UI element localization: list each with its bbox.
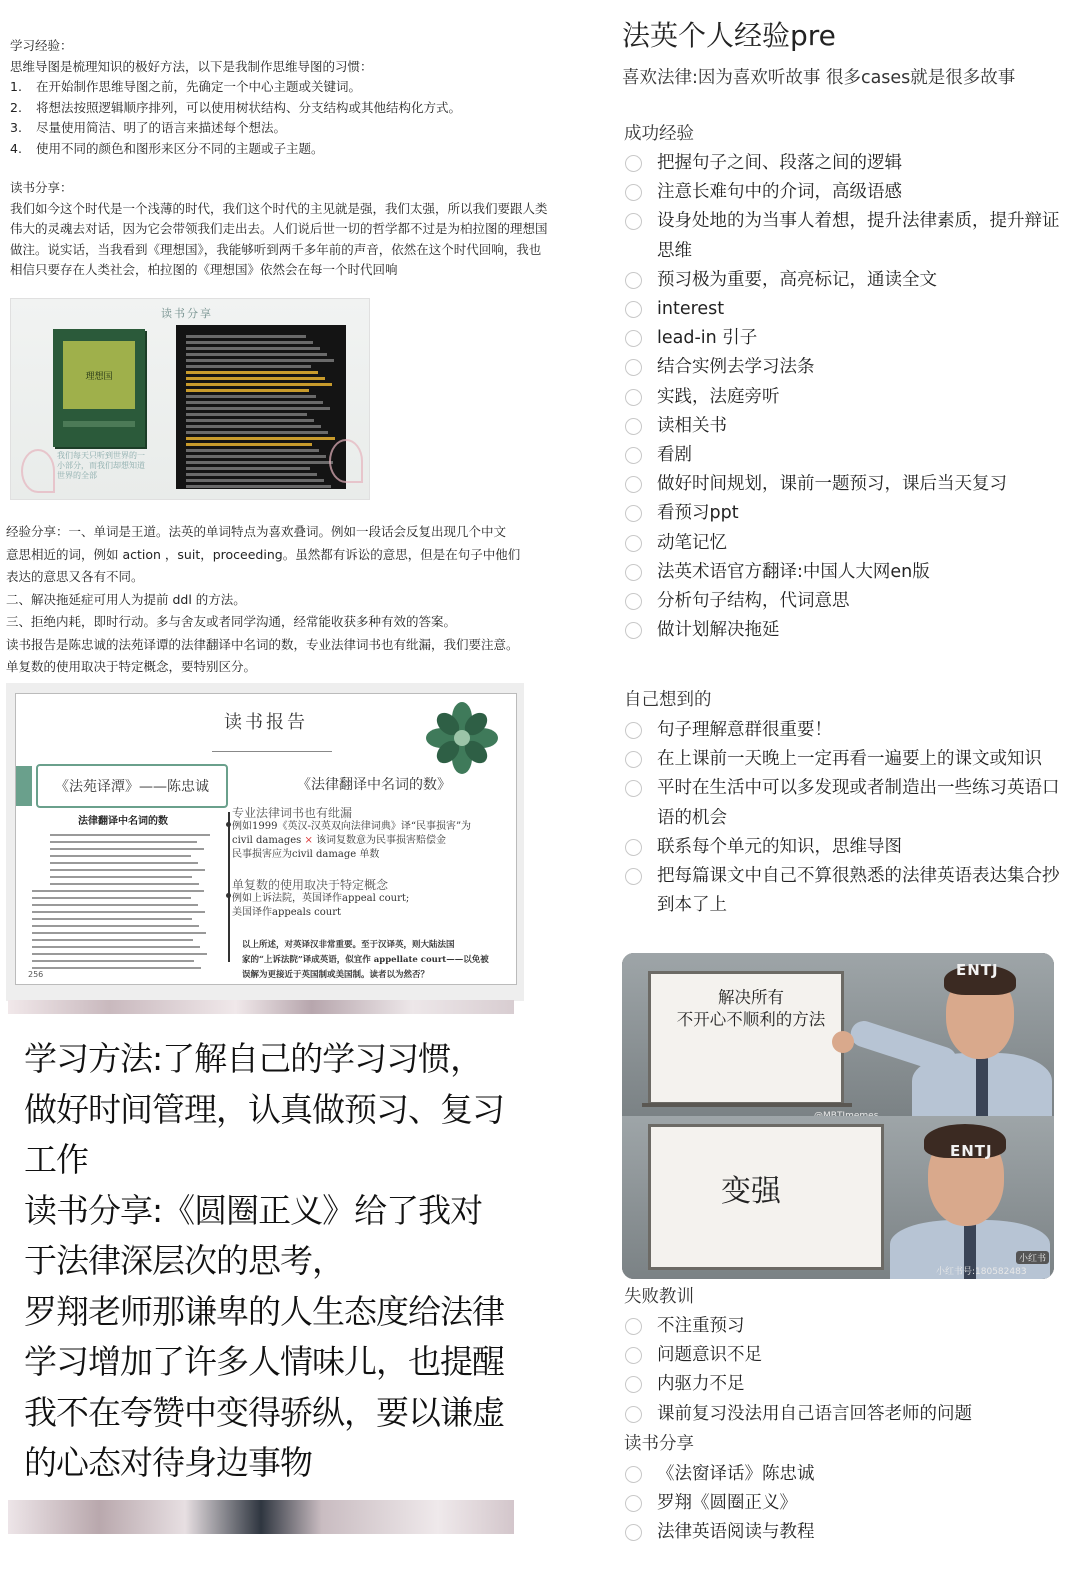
checklist-item[interactable]	[624, 833, 1064, 862]
checklist-item[interactable]	[624, 587, 1064, 616]
checklist-item[interactable]	[624, 470, 1064, 499]
checkbox-circle-icon[interactable]	[625, 1466, 642, 1483]
checklist-item[interactable]	[624, 207, 1064, 265]
checklist-label: 看预习ppt	[657, 503, 739, 524]
checklist-label: 课前复习没法用自己语言回答老师的问题	[657, 1403, 972, 1424]
entj-tag: ENTJ	[950, 1142, 993, 1160]
checklist-label: 平时在生活中可以多发现或者制造出一些练习英语口语的机会	[657, 778, 1060, 828]
reading-share-body: 我们如今这个时代是一个浅薄的时代，我们这个时代的主见就是强，我们太强，所以我们要跟人类伟大的灵魂去对话，因为它会带领我们走出去。人们说后世一切的哲学都不过是为柏拉图的理想国做注。说实话，当我看到《理想国》，我能够听到两千多年前的声音，依然在这个时代回响，我也相信只要存在人类社会，柏拉图的《理想国》依然会在每一个时代回响	[10, 200, 548, 277]
text-line	[50, 855, 191, 857]
watermark: 小红书号:180582483	[936, 1267, 1027, 1277]
ornament-divider	[212, 746, 332, 756]
checkbox-circle-icon[interactable]	[625, 1524, 642, 1541]
checklist-item[interactable]	[624, 529, 1064, 558]
text-line	[186, 479, 324, 482]
text-line	[32, 932, 206, 934]
book-report-image	[6, 683, 524, 1001]
experience-line: 二、解决拖延症可用人为提前 ddl 的方法。	[6, 591, 246, 607]
experience-line: 意思相近的词，例如 action ，suit，proceeding。虽然都有诉讼的意思，但是在句子中他们	[6, 546, 521, 562]
text-line	[32, 939, 193, 941]
book-cover-panel	[63, 341, 135, 409]
text-line	[32, 946, 200, 948]
checklist-label: 把每篇课文中自己不算很熟悉的法律英语表达集合抄到本了上	[657, 866, 1060, 916]
text-line	[50, 848, 204, 850]
text-line	[32, 960, 194, 962]
text-line	[186, 347, 320, 350]
scanned-page	[28, 812, 218, 972]
checklist-item[interactable]	[624, 178, 1064, 207]
text-line	[186, 467, 310, 470]
checklist-item[interactable]	[624, 616, 1064, 645]
point-text: 该词复数意为民事损害赔偿金	[316, 835, 447, 846]
text-line	[32, 904, 198, 906]
point-text: 例如上诉法院，英国译作appeal court;	[232, 893, 410, 904]
checklist-label: 把握句子之间、段落之间的逻辑	[657, 153, 902, 173]
flower-icon	[329, 439, 363, 483]
checklist-item[interactable]	[624, 1312, 1064, 1341]
text-line	[50, 883, 199, 885]
point-heading: 专业法律词书也有纰漏	[232, 806, 353, 820]
list-item	[10, 118, 550, 139]
checkbox-circle-icon[interactable]	[625, 751, 642, 768]
checkbox-circle-icon[interactable]	[625, 184, 642, 201]
list-item	[10, 77, 550, 98]
text-line	[186, 401, 323, 404]
checklist-label: 句子理解意群很重要！	[657, 720, 832, 740]
text-line	[186, 359, 334, 362]
checkbox-circle-icon[interactable]	[625, 272, 642, 289]
checkbox-circle-icon[interactable]	[625, 418, 642, 435]
point-heading: 单复数的使用取决于特定概念	[232, 878, 389, 892]
checklist-item[interactable]	[624, 1518, 1064, 1547]
image-strip-bottom	[8, 1500, 514, 1534]
checklist-item[interactable]	[624, 149, 1064, 178]
text-line	[32, 911, 205, 913]
checkbox-circle-icon[interactable]	[625, 1406, 642, 1423]
chapter-title: 《法律翻译中名词的数》	[297, 777, 451, 793]
book-title-box: 《法苑译潭》——陈忠诚	[36, 764, 228, 808]
conclusion-text: 家的“上诉法院”译成英语，似宜作 appellate court——以免被	[242, 955, 489, 965]
checkbox-circle-icon[interactable]	[625, 535, 642, 552]
experience-line: 三、拒绝内耗，即时行动。多与舍友或者同学沟通，经常能收获多种有效的答案。	[6, 614, 457, 629]
own-ideas-title: 自己想到的	[624, 690, 712, 710]
mindmap-habits-list	[10, 77, 550, 159]
page-title: 法英个人经验pre	[622, 19, 836, 52]
list-number: 1.	[10, 79, 22, 94]
large-note-body: 学习方法:了解自己的学习习惯，做好时间管理，认真做预习、复习工作 读书分享:《圆圈正义》给了我对于法律深层次的思考， 罗翔老师那谦卑的人生态度给法律学习增加了许多人情味儿，也提醒我不在夸赞中变得骄纵，要以谦虚的心态对待身边事物	[24, 1039, 504, 1482]
man-hand	[832, 1031, 854, 1053]
text-line	[50, 862, 198, 864]
text-line	[186, 419, 314, 422]
book-page-photo	[176, 325, 346, 489]
checkbox-circle-icon[interactable]	[625, 301, 642, 318]
study-experience-title: 学习经验：	[10, 38, 73, 53]
checklist-label: 分析句子结构，代词意思	[657, 591, 850, 612]
book-report-title: 读书报告	[224, 712, 308, 733]
failure-title: 失败教训	[624, 1287, 694, 1307]
text-line	[32, 890, 204, 892]
text-line	[32, 897, 191, 899]
checklist-label: 实践，法庭旁听	[657, 386, 780, 407]
meme-board-text: 变强	[721, 1174, 781, 1209]
checkbox-circle-icon[interactable]	[625, 447, 642, 464]
image-caption: 我们每天只听到世界的一小部分，而我们却想知道世界的全部	[57, 451, 145, 480]
report-conclusion	[242, 938, 512, 983]
point-text: civil damages	[232, 835, 302, 846]
meme-panel-bottom	[622, 1116, 1054, 1279]
text-line	[186, 341, 313, 344]
checklist-label: 《法窗译话》陈忠诚	[657, 1464, 815, 1484]
text-line	[32, 953, 207, 955]
books-list	[624, 1460, 1064, 1548]
text-line	[186, 461, 333, 464]
text-line	[50, 876, 192, 878]
checklist-label: 不注重预习	[657, 1316, 745, 1336]
point-text: 例如1999《英汉-汉英双向法律词典》译“民事损害”为	[232, 821, 472, 832]
success-list	[624, 149, 1064, 645]
experience-line: 单复数的使用取决于特定概念，要特别区分。	[6, 659, 257, 674]
text-line	[32, 967, 201, 969]
checklist-item[interactable]	[624, 1370, 1064, 1399]
checkbox-circle-icon[interactable]	[625, 564, 642, 581]
text-line	[32, 918, 192, 920]
image-header: 读书分享	[161, 307, 213, 320]
text-line	[186, 377, 325, 380]
checklist-item[interactable]	[624, 862, 1064, 920]
text-line	[186, 473, 317, 476]
text-line	[32, 925, 199, 927]
own-ideas-list	[624, 716, 1064, 920]
checklist-item[interactable]	[624, 295, 1064, 324]
study-experience-section	[10, 36, 550, 159]
text-line	[50, 841, 197, 843]
checklist-item[interactable]	[624, 266, 1064, 295]
reading-share-title: 读书分享：	[10, 180, 73, 195]
checkbox-circle-icon[interactable]	[625, 868, 642, 885]
checklist-item[interactable]	[624, 1460, 1064, 1489]
large-note-image	[8, 1014, 514, 1502]
book-report-card	[15, 693, 517, 985]
wrong-mark: ×	[304, 835, 313, 846]
checklist-label: interest	[657, 299, 725, 320]
man-tie	[976, 1057, 988, 1117]
failure-list	[624, 1312, 1064, 1429]
checklist-label: 罗翔《圆圈正义》	[657, 1493, 797, 1514]
text-line	[186, 443, 312, 446]
checklist-label: 注意长难句中的介词，高级语感	[657, 182, 902, 203]
checklist-label: 法律英语阅读与教程	[657, 1522, 815, 1543]
checklist-label: 在上课前一天晚上一定再看一遍要上的课文或知识	[657, 749, 1042, 770]
checklist-label: 看剧	[657, 445, 692, 466]
experience-line: 经验分享：一、单词是王道。法英的单词特点为喜欢叠词。例如一段话会反复出现几个中文	[6, 524, 507, 539]
conclusion-text: 误解为更接近于英国制或美国制。读者以为然否？	[242, 970, 430, 980]
list-number: 2.	[10, 99, 22, 115]
text-line	[186, 455, 326, 458]
experience-line: 表达的意思又各有不同。	[6, 569, 144, 584]
checkbox-circle-icon[interactable]	[625, 593, 642, 610]
list-text: 使用不同的颜色和图形来区分不同的主题或子主题。	[36, 140, 324, 156]
text-line	[186, 425, 321, 428]
conclusion-text: 以上所述，对英译汉非常重要。至于汉译英，则大陆法国	[242, 940, 455, 950]
text-line	[186, 389, 309, 392]
books-title: 读书分享	[624, 1434, 694, 1454]
list-number: 4.	[10, 140, 22, 156]
study-experience-intro: 思维导图是梳理知识的极好方法，以下是我制作思维导图的习惯：	[10, 58, 373, 74]
checklist-label: lead-in 引子	[657, 328, 758, 349]
checkbox-circle-icon[interactable]	[625, 780, 642, 797]
text-line	[186, 407, 330, 410]
succulent-icon	[426, 702, 498, 774]
text-line	[186, 485, 331, 488]
entj-tag: ENTJ	[956, 961, 999, 979]
checklist-label: 做计划解决拖延	[657, 620, 780, 641]
checkbox-circle-icon[interactable]	[625, 1347, 642, 1364]
checkbox-circle-icon[interactable]	[625, 505, 642, 522]
checklist-item[interactable]	[624, 745, 1064, 774]
checkbox-circle-icon[interactable]	[625, 213, 642, 230]
image-strip-top	[8, 1000, 514, 1014]
checklist-item[interactable]	[624, 1341, 1064, 1370]
report-point-1	[232, 806, 512, 862]
point-text: 美国译作appeals court	[232, 907, 342, 918]
checklist-item[interactable]	[624, 716, 1064, 745]
checklist-item[interactable]	[624, 774, 1064, 832]
flower-icon	[21, 449, 55, 493]
list-item	[10, 98, 550, 119]
meme-board-text: 解决所有 不开心不顺利的方法	[676, 988, 826, 1029]
text-line	[186, 431, 328, 434]
checklist-label: 内驱力不足	[657, 1374, 745, 1395]
bullet-dot	[226, 822, 231, 827]
checkbox-circle-icon[interactable]	[625, 389, 642, 406]
text-line	[186, 365, 311, 368]
point-text: 民事损害应为civil damage 单数	[232, 849, 380, 860]
page-number: 256	[28, 970, 44, 979]
checklist-item[interactable]	[624, 1400, 1064, 1429]
entj-meme-image	[622, 953, 1054, 1279]
reading-share-image	[10, 298, 370, 500]
meme-panel-top	[622, 953, 1054, 1116]
checklist-label: 联系每个单元的知识，思维导图	[657, 836, 902, 857]
checklist-label: 问题意识不足	[657, 1345, 762, 1366]
checklist-label: 法英术语官方翻译:中国人大网en版	[657, 561, 930, 582]
checkbox-circle-icon[interactable]	[625, 155, 642, 172]
scanned-page-title: 法律翻译中名词的数	[78, 816, 168, 827]
list-text: 将想法按照逻辑顺序排列，可以使用树状结构、分支结构或其他结构化方式。	[36, 99, 462, 115]
checklist-item[interactable]	[624, 558, 1064, 587]
text-line	[186, 371, 318, 374]
text-line	[186, 413, 307, 416]
checklist-item[interactable]	[624, 353, 1064, 382]
checkbox-circle-icon[interactable]	[625, 1495, 642, 1512]
experience-line: 读书报告是陈忠诚的法苑译谭的法律翻译中名词的数，专业法律词书也有纰漏，我们要注意。	[6, 636, 519, 652]
checklist-item[interactable]	[624, 499, 1064, 528]
checkbox-circle-icon[interactable]	[625, 476, 642, 493]
checklist-label: 预习极为重要，高亮标记，通读全文	[657, 269, 937, 290]
list-text: 在开始制作思维导图之前，先确定一个中心主题或关键词。	[36, 79, 362, 94]
checkbox-circle-icon[interactable]	[625, 330, 642, 347]
text-line	[50, 834, 210, 836]
checkbox-circle-icon[interactable]	[625, 1318, 642, 1335]
checklist-item[interactable]	[624, 441, 1064, 470]
text-line	[186, 353, 327, 356]
intro-paragraph: 喜欢法律:因为喜欢听故事 很多cases就是很多故事	[622, 68, 1016, 88]
checklist-label: 做好时间规划，课前一题预习，课后当天复习	[657, 474, 1007, 495]
list-text: 尽量使用简洁、明了的语言来描述每个想法。	[36, 120, 287, 135]
text-line	[186, 335, 306, 338]
meme-easel	[642, 1103, 852, 1107]
large-note-text	[24, 1034, 508, 1489]
book-cover	[53, 329, 145, 447]
text-line	[186, 449, 319, 452]
report-point-2	[232, 878, 512, 920]
checklist-label: 读相关书	[657, 415, 727, 436]
checkbox-circle-icon[interactable]	[625, 359, 642, 376]
book-cover-title: 理想国	[85, 372, 113, 382]
list-number: 3.	[10, 120, 22, 135]
checkbox-circle-icon[interactable]	[625, 722, 642, 739]
list-item	[10, 139, 550, 160]
success-title: 成功经验	[624, 124, 694, 144]
text-line	[186, 395, 316, 398]
experience-share-section	[6, 521, 551, 679]
checklist-label: 动笔记忆	[657, 532, 727, 553]
book-cover-band	[63, 421, 135, 427]
checklist-label: 结合实例去学习法条	[657, 357, 815, 378]
text-line	[50, 869, 205, 871]
accent-bar	[16, 766, 32, 806]
checklist-item[interactable]	[624, 324, 1064, 353]
checkbox-circle-icon[interactable]	[625, 1376, 642, 1393]
text-line	[186, 383, 332, 386]
bullet-dot	[226, 893, 231, 898]
checkbox-circle-icon[interactable]	[625, 622, 642, 639]
checklist-label: 设身处地的为当事人着想，提升法律素质，提升辩证思维	[657, 211, 1060, 261]
checkbox-circle-icon[interactable]	[625, 839, 642, 856]
checklist-item[interactable]	[624, 412, 1064, 441]
brand-logo: 小红书	[1016, 1251, 1049, 1264]
timeline-line	[228, 812, 230, 962]
checklist-item[interactable]	[624, 1489, 1064, 1518]
reading-share-section	[10, 178, 550, 281]
text-line	[186, 437, 335, 440]
checklist-item[interactable]	[624, 383, 1064, 412]
